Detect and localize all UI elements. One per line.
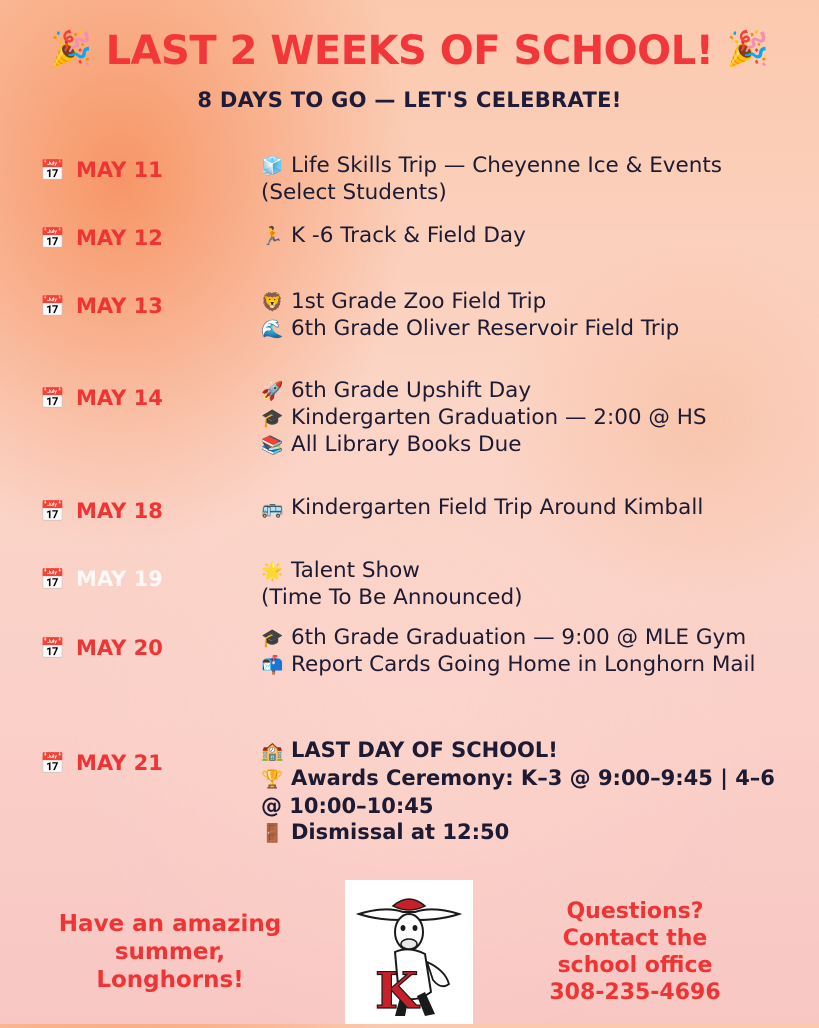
calendar-icon: 📅 [40, 567, 65, 591]
books-icon: 📚 [261, 435, 284, 456]
date-label: MAY 21 [76, 751, 163, 775]
date-may-13 [40, 294, 163, 318]
event-text: Report Cards Going Home in Longhorn Mail [291, 652, 756, 677]
mailbox-icon: 📬 [261, 655, 284, 676]
calendar-icon: 📅 [40, 226, 65, 250]
longhorn-logo [345, 880, 473, 1024]
rocket-icon: 🚀 [261, 381, 284, 402]
event-text: 1st Grade Zoo Field Trip [291, 289, 547, 314]
date-may-11 [40, 158, 163, 182]
list-item [261, 585, 801, 611]
contact-line: school office [557, 953, 713, 978]
date-label: MAY 19 [76, 567, 163, 591]
event-text: Kindergarten Field Trip Around Kimball [291, 495, 704, 520]
contact-line: Contact the [562, 926, 708, 951]
event-text: Kindergarten Graduation — 2:00 @ HS [291, 405, 707, 430]
date-may-12 [40, 226, 163, 250]
list-item [261, 316, 801, 343]
events-may-18 [261, 495, 801, 522]
calendar-icon: 📅 [40, 499, 65, 523]
events-may-19 [261, 558, 801, 611]
list-item [261, 153, 801, 206]
date-label: MAY 12 [76, 226, 163, 250]
farewell-line: summer, [114, 939, 226, 965]
calendar-icon: 📅 [40, 636, 65, 660]
list-item [261, 378, 801, 405]
events-may-21 [261, 737, 801, 847]
farewell-line: Have an amazing [58, 911, 282, 937]
bus-icon: 🚌 [261, 498, 284, 519]
star-icon: 🌟 [261, 561, 284, 582]
farewell-message [40, 910, 300, 994]
runner-icon: 🏃 [261, 226, 284, 247]
date-label: MAY 14 [76, 386, 163, 410]
school-icon: 🏫 [261, 741, 284, 762]
date-may-19 [40, 567, 163, 591]
list-item [261, 223, 801, 250]
event-text: Awards Ceremony: K–3 @ 9:00–9:45 | 4–6 @ 10:00–10:45 [261, 766, 775, 818]
page-title-text: LAST 2 WEEKS OF SCHOOL! [105, 28, 714, 74]
date-may-14 [40, 386, 163, 410]
date-label: MAY 20 [76, 636, 163, 660]
calendar-icon: 📅 [40, 158, 65, 182]
calendar-icon: 📅 [40, 294, 65, 318]
date-label: MAY 13 [76, 294, 163, 318]
contact-line: Questions? [566, 899, 704, 924]
event-text: All Library Books Due [291, 432, 522, 457]
event-text: Life Skills Trip — Cheyenne Ice & Events (Select Students) [261, 153, 722, 205]
list-item [261, 819, 801, 847]
event-text: 6th Grade Oliver Reservoir Field Trip [291, 316, 680, 341]
door-icon: 🚪 [261, 823, 284, 844]
event-text: 6th Grade Graduation — 9:00 @ MLE Gym [291, 625, 747, 650]
date-may-20 [40, 636, 163, 660]
list-item [261, 558, 801, 585]
list-item [261, 289, 801, 316]
trophy-icon: 🏆 [261, 769, 284, 790]
list-item [261, 625, 801, 652]
farewell-line: Longhorns! [96, 967, 244, 993]
list-item [261, 737, 801, 765]
party-popper-icon: 🎉 [50, 29, 93, 69]
event-text: Dismissal at 12:50 [291, 820, 510, 844]
calendar-icon: 📅 [40, 751, 65, 775]
events-may-11 [261, 153, 801, 206]
graduation-cap-icon: 🎓 [261, 628, 284, 649]
list-item [261, 652, 801, 679]
date-may-18 [40, 499, 163, 523]
logo-letter: K [375, 961, 419, 1020]
event-text: Talent Show [291, 558, 420, 583]
events-may-12 [261, 223, 801, 250]
page-subtitle: 8 DAYS TO GO — LET'S CELEBRATE! [197, 88, 622, 112]
list-item [261, 765, 801, 819]
list-item [261, 432, 801, 459]
event-text: 6th Grade Upshift Day [291, 378, 532, 403]
list-item [261, 495, 801, 522]
lion-icon: 🦁 [261, 292, 284, 313]
ice-icon: 🧊 [261, 156, 284, 177]
contact-info [520, 898, 750, 1006]
event-text: K -6 Track & Field Day [291, 223, 526, 248]
longhorn-mascot-icon [345, 880, 473, 1024]
wave-icon: 🌊 [261, 319, 284, 340]
events-may-14 [261, 378, 801, 459]
date-label: MAY 11 [76, 158, 163, 182]
party-popper-icon: 🎉 [726, 29, 769, 69]
graduation-cap-icon: 🎓 [261, 408, 284, 429]
contact-phone: 308-235-4696 [549, 980, 721, 1005]
events-may-20 [261, 625, 801, 679]
event-text: LAST DAY OF SCHOOL! [291, 738, 558, 762]
events-may-13 [261, 289, 801, 343]
list-item [261, 405, 801, 432]
date-label: MAY 18 [76, 499, 163, 523]
date-may-21 [40, 751, 163, 775]
page-title [0, 28, 819, 74]
event-text: (Time To Be Announced) [261, 585, 523, 610]
calendar-icon: 📅 [40, 386, 65, 410]
